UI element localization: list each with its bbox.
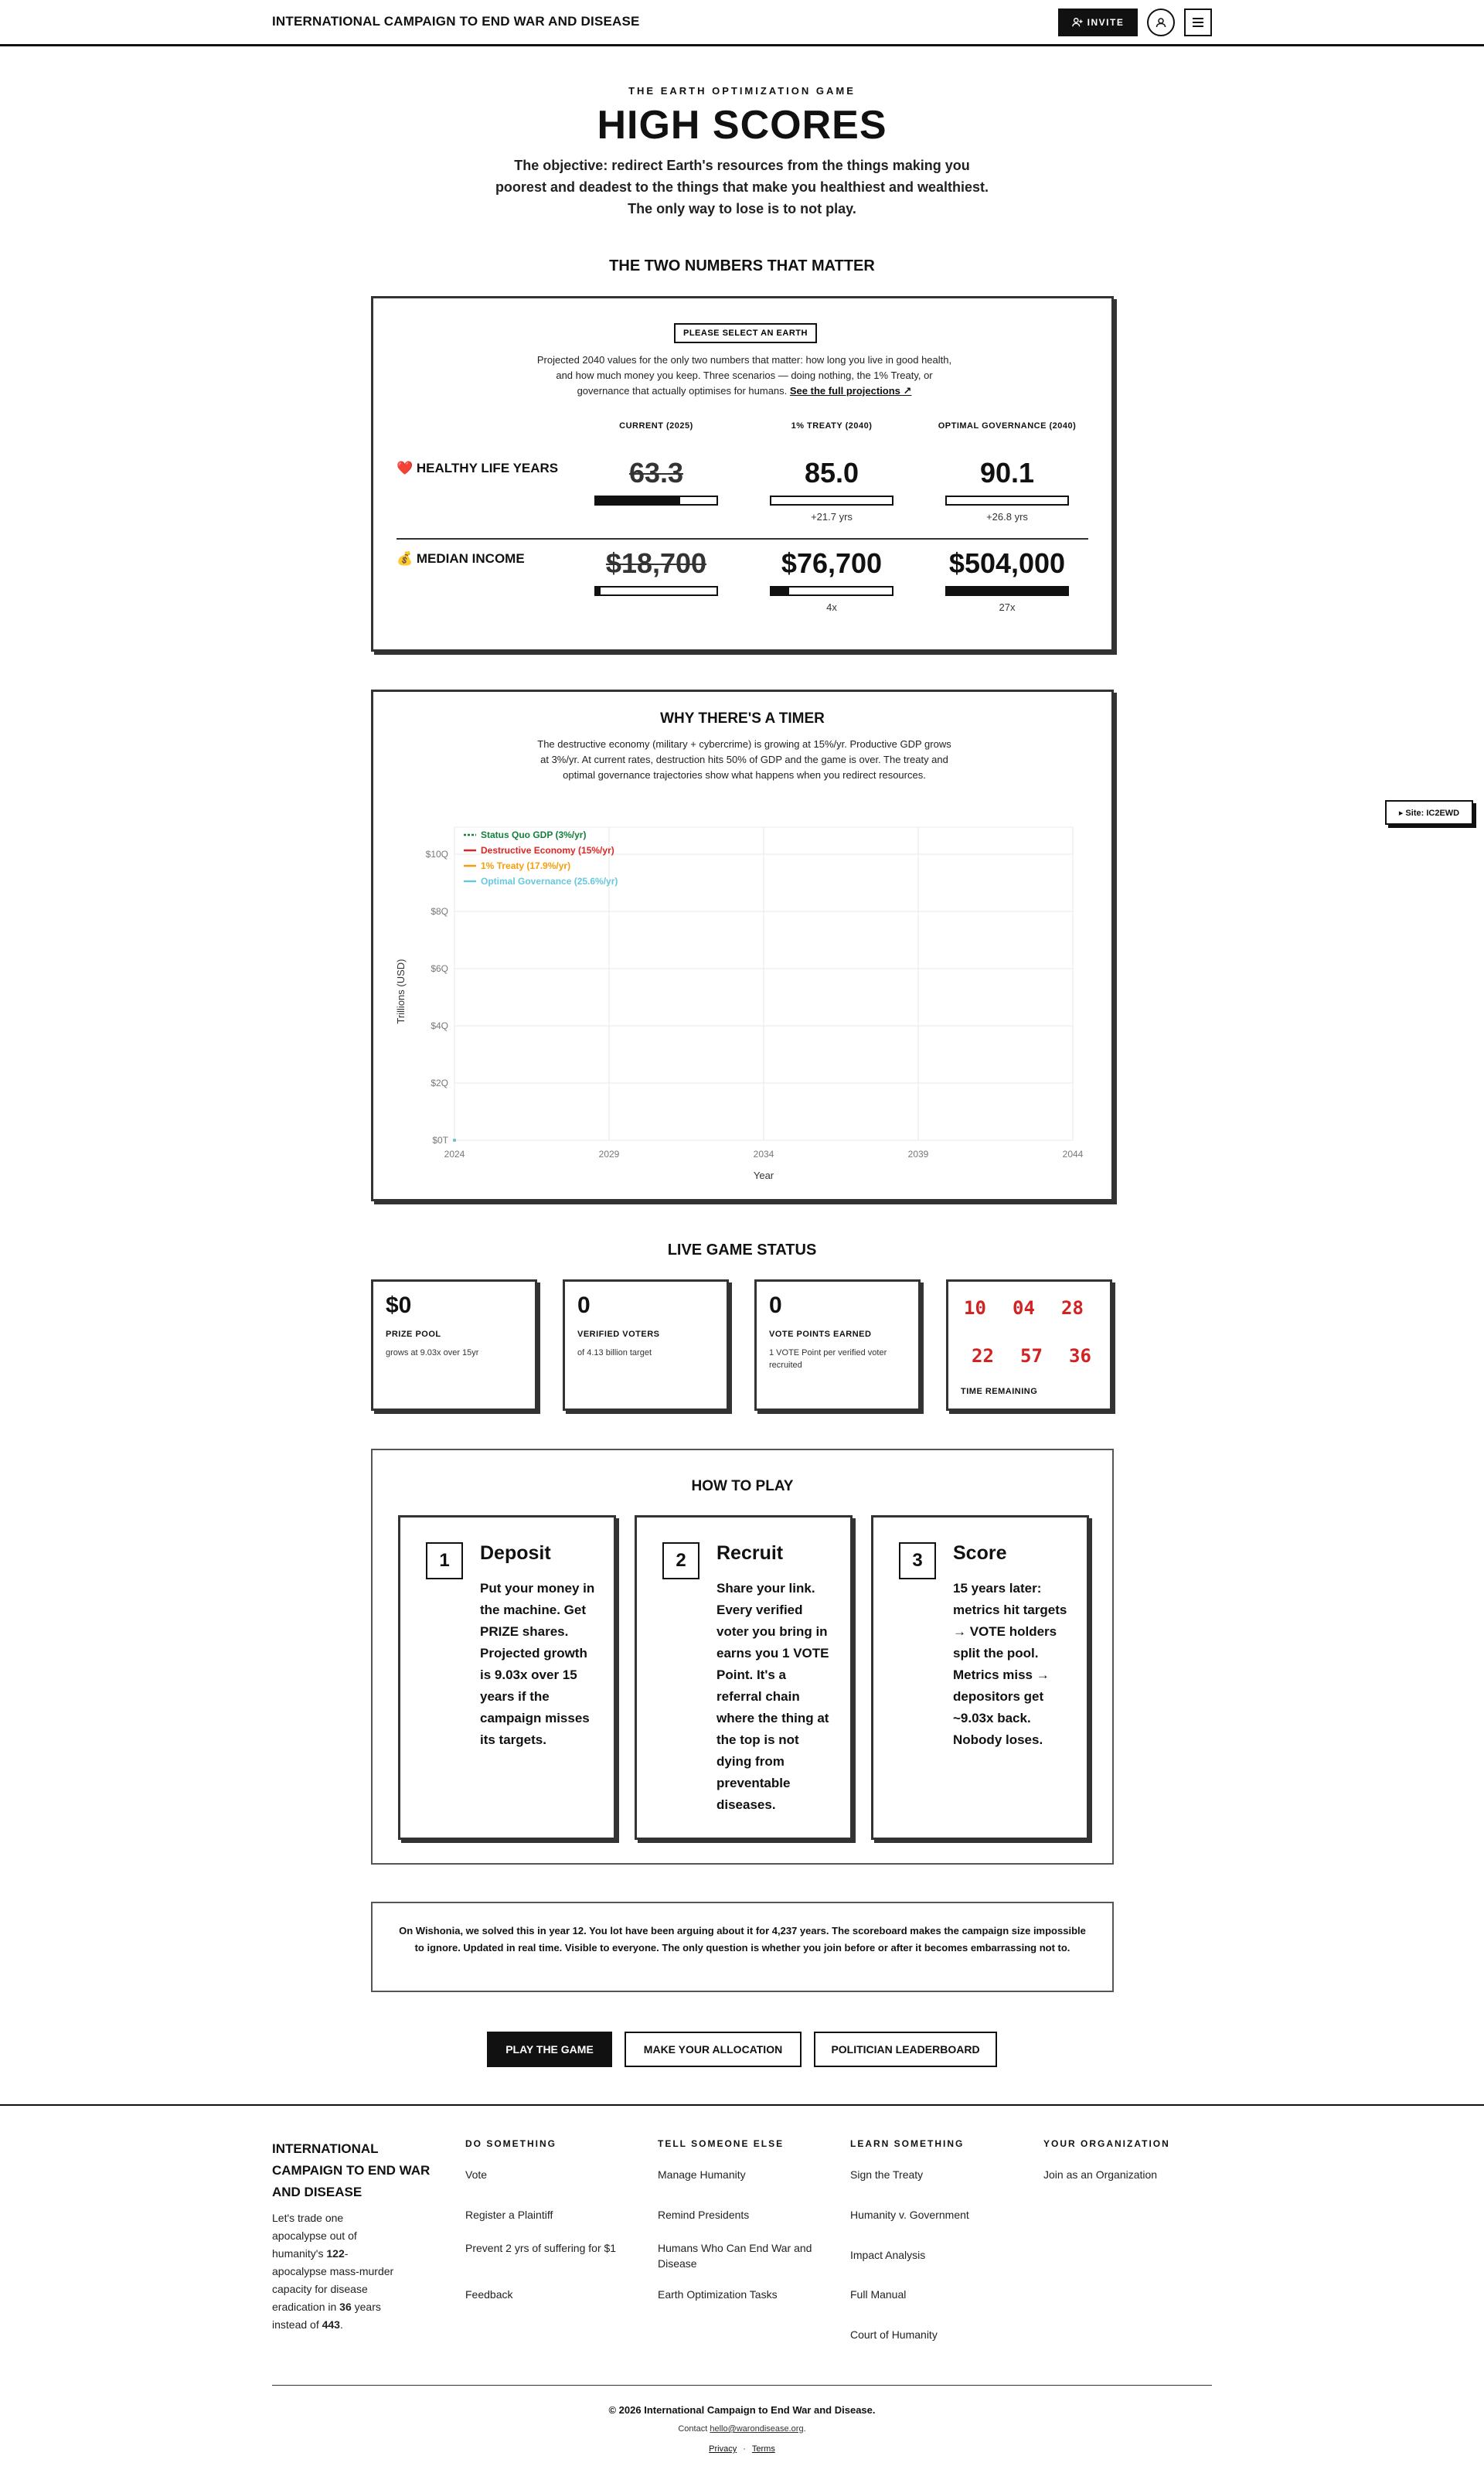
health-optimal-bar: [945, 496, 1069, 506]
footer-link-remind-presidents[interactable]: Remind Presidents: [658, 2209, 750, 2221]
privacy-link[interactable]: Privacy: [709, 2444, 737, 2454]
footer-link-court-of-humanity[interactable]: Court of Humanity: [850, 2328, 938, 2341]
prize-pool-label: PRIZE POOL: [386, 1330, 441, 1339]
add-user-icon: [1072, 17, 1083, 28]
footer-col-title-do: DO SOMETHING: [465, 2138, 557, 2149]
healthy-life-years-label: ❤️ HEALTHY LIFE YEARS: [397, 461, 559, 475]
step-title: Recruit: [716, 1542, 784, 1564]
legend-entry: Status Quo GDP (3%/yr): [481, 829, 587, 840]
x-tick-label: 2044: [1062, 1149, 1084, 1160]
wishonia-panel: [371, 1902, 1114, 1992]
legend-entry: Destructive Economy (15%/yr): [481, 845, 614, 856]
income-treaty-bar: [770, 586, 893, 596]
timer-panel: [371, 690, 1114, 1201]
footer-link-vote[interactable]: Vote: [465, 2168, 488, 2181]
income-optimal-delta: 27x: [999, 601, 1016, 613]
how-to-play-heading: HOW TO PLAY: [691, 1478, 794, 1494]
footer-link-humans-end-war[interactable]: Humans Who Can End War and Disease: [658, 2242, 812, 2270]
time-remaining-label: TIME REMAINING: [961, 1387, 1038, 1396]
objective-line: The only way to lose is to not play.: [628, 201, 856, 216]
health-treaty-delta: +21.7 yrs: [811, 511, 853, 523]
footer-col-title-org: YOUR ORGANIZATION: [1043, 2138, 1170, 2149]
footer-link-impact-analysis[interactable]: Impact Analysis: [850, 2249, 926, 2261]
footer-link-feedback[interactable]: Feedback: [465, 2288, 513, 2301]
user-circle-icon: [1155, 16, 1167, 29]
footer-col-title-learn: LEARN SOMETHING: [850, 2138, 965, 2149]
timer-digit: 57: [1020, 1345, 1043, 1367]
income-current-value: $18,700: [605, 547, 707, 579]
health-treaty-bar: [770, 496, 893, 506]
x-tick-label: 2039: [907, 1149, 929, 1160]
make-allocation-button[interactable]: MAKE YOUR ALLOCATION: [625, 2032, 802, 2067]
income-treaty-value: $76,700: [781, 547, 883, 579]
x-tick-label: 2029: [598, 1149, 620, 1160]
step-card-recruit: [635, 1515, 853, 1840]
contact-email-link[interactable]: hello@warondisease.org: [710, 2424, 804, 2434]
vote-points-card: [754, 1279, 921, 1411]
two-numbers-panel: [371, 296, 1114, 652]
verified-voters-value: 0: [577, 1293, 591, 1318]
health-optimal-value: 90.1: [979, 457, 1035, 489]
footer-link-full-manual[interactable]: Full Manual: [850, 2288, 907, 2301]
income-current-bar: [594, 586, 718, 596]
row-divider: [397, 538, 1088, 540]
full-projections-link[interactable]: See the full projections ↗: [789, 385, 912, 397]
step-body: Put your money in the machine. Get PRIZE shares. Projected growth is 9.03x over 15 years if the campaign misses its targets.: [480, 1581, 595, 1747]
footer-link-earth-tasks[interactable]: Earth Optimization Tasks: [658, 2288, 778, 2301]
timer-line: optimal governance trajectories show what happens when you redirect resources.: [563, 769, 926, 781]
time-remaining-card: [946, 1279, 1112, 1411]
wishonia-text: On Wishonia, we solved this in year 12. You lot have been arguing about it for 4,237 years. The scoreboard makes the campaign size impossible to ignore. Updated in real time. Visible to everyone. The only question is whether you join before or after it becomes embarrassing not to.: [399, 1925, 1086, 1954]
footer-brand-line: INTERNATIONAL: [272, 2141, 379, 2156]
step-body: 15 years later: metrics hit targets → VOTE holders split the pool. Metrics miss → depositors get ~9.03x back. Nobody loses.: [953, 1581, 1067, 1747]
footer-link-humanity-v-government[interactable]: Humanity v. Government: [850, 2209, 969, 2221]
step-title: Deposit: [480, 1542, 551, 1564]
health-treaty-value: 85.0: [804, 457, 859, 489]
timer-line: The destructive economy (military + cybercrime) is growing at 15%/yr. Productive GDP grows: [537, 738, 951, 750]
timer-digit: 10: [964, 1297, 986, 1319]
footer-brand[interactable]: [272, 2138, 442, 2203]
timer-digit: 36: [1069, 1345, 1091, 1367]
x-tick-label: 2034: [753, 1149, 774, 1160]
income-treaty-delta: 4x: [826, 601, 837, 613]
politician-leaderboard-button[interactable]: POLITICIAN LEADERBOARD: [814, 2032, 997, 2067]
y-axis-label: Trillions (USD): [395, 959, 407, 1024]
y-tick-label: $0T: [432, 1135, 448, 1146]
step-card-score: [871, 1515, 1089, 1840]
step-number: 3: [899, 1542, 936, 1579]
play-game-button[interactable]: PLAY THE GAME: [487, 2032, 612, 2067]
description-line: and how much money you keep. Three scenarios — doing nothing, the 1% Treaty, or: [556, 370, 933, 381]
income-optimal-bar: [945, 586, 1069, 596]
invite-label: INVITE: [1087, 17, 1125, 28]
description-line: Projected 2040 values for the only two numbers that matter: how long you live in good health,: [536, 354, 952, 366]
step-number: 1: [426, 1542, 463, 1579]
income-optimal-value: $504,000: [948, 547, 1066, 579]
invite-button[interactable]: [1058, 9, 1138, 36]
verified-voters-card: [563, 1279, 729, 1411]
y-tick-label: $10Q: [425, 849, 448, 860]
series-point: [453, 1139, 456, 1142]
footer-bottom-divider: [272, 2385, 1212, 2386]
column-header-treaty: 1% TREATY (2040): [791, 421, 873, 431]
column-header-optimal: OPTIMAL GOVERNANCE (2040): [938, 421, 1077, 431]
step-number: 2: [662, 1542, 699, 1579]
step-body: Share your link. Every verified voter you bring in earns you 1 VOTE Point. It's a referral chain where the thing at the top is not dying from preventable diseases.: [716, 1581, 829, 1812]
how-to-play-panel: [371, 1449, 1114, 1865]
objective-text: [0, 155, 1484, 220]
footer-link-prevent-suffering[interactable]: Prevent 2 yrs of suffering for $1: [465, 2242, 617, 2254]
step-card-deposit: [398, 1515, 616, 1840]
y-tick-label: $8Q: [431, 906, 448, 917]
prize-pool-value: $0: [386, 1293, 412, 1318]
health-optimal-delta: +26.8 yrs: [986, 511, 1028, 523]
x-tick-label: 2024: [444, 1149, 465, 1160]
step-title: Score: [953, 1542, 1007, 1564]
footer-link-manage-humanity[interactable]: Manage Humanity: [658, 2168, 746, 2181]
footer-link-sign-treaty[interactable]: Sign the Treaty: [850, 2168, 924, 2181]
health-current-bar: [594, 496, 718, 506]
timer-heading: WHY THERE'S A TIMER: [660, 710, 825, 727]
x-axis-label: Year: [753, 1170, 774, 1181]
footer-brand-line: CAMPAIGN TO END WAR: [272, 2163, 431, 2178]
vote-points-value: 0: [769, 1293, 782, 1318]
page-kicker: THE EARTH OPTIMIZATION GAME: [628, 85, 856, 97]
y-tick-label: $4Q: [431, 1020, 448, 1031]
user-account-button[interactable]: [1147, 9, 1175, 36]
footer-link-join-organization[interactable]: Join as an Organization: [1043, 2168, 1158, 2181]
timer-line: at 3%/yr. At current rates, destruction hits 50% of GDP and the game is over. The treaty and: [540, 754, 948, 765]
timer-digit: 04: [1013, 1297, 1035, 1319]
y-tick-label: $2Q: [431, 1078, 448, 1088]
timer-digit: 28: [1061, 1297, 1084, 1319]
health-current-value: 63.3: [628, 457, 684, 489]
verified-voters-label: VERIFIED VOTERS: [577, 1330, 660, 1339]
site-header: [0, 0, 1484, 46]
vote-points-label: VOTE POINTS EARNED: [769, 1330, 872, 1339]
terms-link[interactable]: Terms: [751, 2444, 775, 2454]
objective-line: The objective: redirect Earth's resources from the things making you: [514, 158, 970, 173]
description-line: governance that actually optimises for humans.: [577, 385, 788, 397]
legal-links: Privacy · Terms: [709, 2444, 775, 2454]
page-title: HIGH SCORES: [597, 103, 887, 148]
footer-col-title-tell: TELL SOMEONE ELSE: [658, 2138, 785, 2149]
vote-points-sub: 1 VOTE Point per verified voter recruited: [769, 1348, 887, 1370]
objective-line: poorest and deadest to the things that make you healthiest and wealthiest.: [495, 179, 989, 195]
growth-line-chart: [373, 816, 1111, 1194]
prize-pool-card: [371, 1279, 537, 1411]
column-header-current: CURRENT (2025): [619, 421, 693, 431]
two-numbers-heading: THE TWO NUMBERS THAT MATTER: [609, 257, 875, 274]
verified-voters-sub: of 4.13 billion target: [577, 1348, 652, 1357]
site-badge[interactable]: ▸ Site: IC2EWD: [1385, 800, 1473, 825]
legend-entry: Optimal Governance (25.6%/yr): [481, 876, 618, 887]
timer-digit: 22: [972, 1345, 994, 1367]
timer-description: [474, 737, 1015, 783]
footer-description: Let's trade one apocalypse out of humanity's 122-apocalypse mass-murder capacity for disease eradication in 36 years instead of 443.: [272, 2212, 394, 2331]
live-status-heading: LIVE GAME STATUS: [667, 1242, 817, 1259]
y-tick-label: $6Q: [431, 963, 448, 974]
projection-description: [474, 353, 1015, 399]
footer-divider: [0, 2104, 1484, 2106]
footer-link-register-plaintiff[interactable]: Register a Plaintiff: [465, 2209, 553, 2221]
prize-pool-sub: grows at 9.03x over 15yr: [386, 1348, 479, 1357]
median-income-label: 💰 MEDIAN INCOME: [397, 551, 525, 566]
copyright-text: © 2026 International Campaign to End War and Disease.: [608, 2404, 876, 2416]
legend-entry: 1% Treaty (17.9%/yr): [481, 860, 571, 871]
footer-brand-line: AND DISEASE: [272, 2185, 362, 2199]
hamburger-menu-button[interactable]: [1184, 9, 1212, 36]
brand-logo-text[interactable]: INTERNATIONAL CAMPAIGN TO END WAR AND DISEASE: [272, 14, 640, 29]
select-earth-button[interactable]: PLEASE SELECT AN EARTH: [674, 323, 817, 343]
hamburger-menu-icon: [1193, 18, 1203, 27]
contact-text: Contact hello@warondisease.org.: [678, 2424, 806, 2434]
